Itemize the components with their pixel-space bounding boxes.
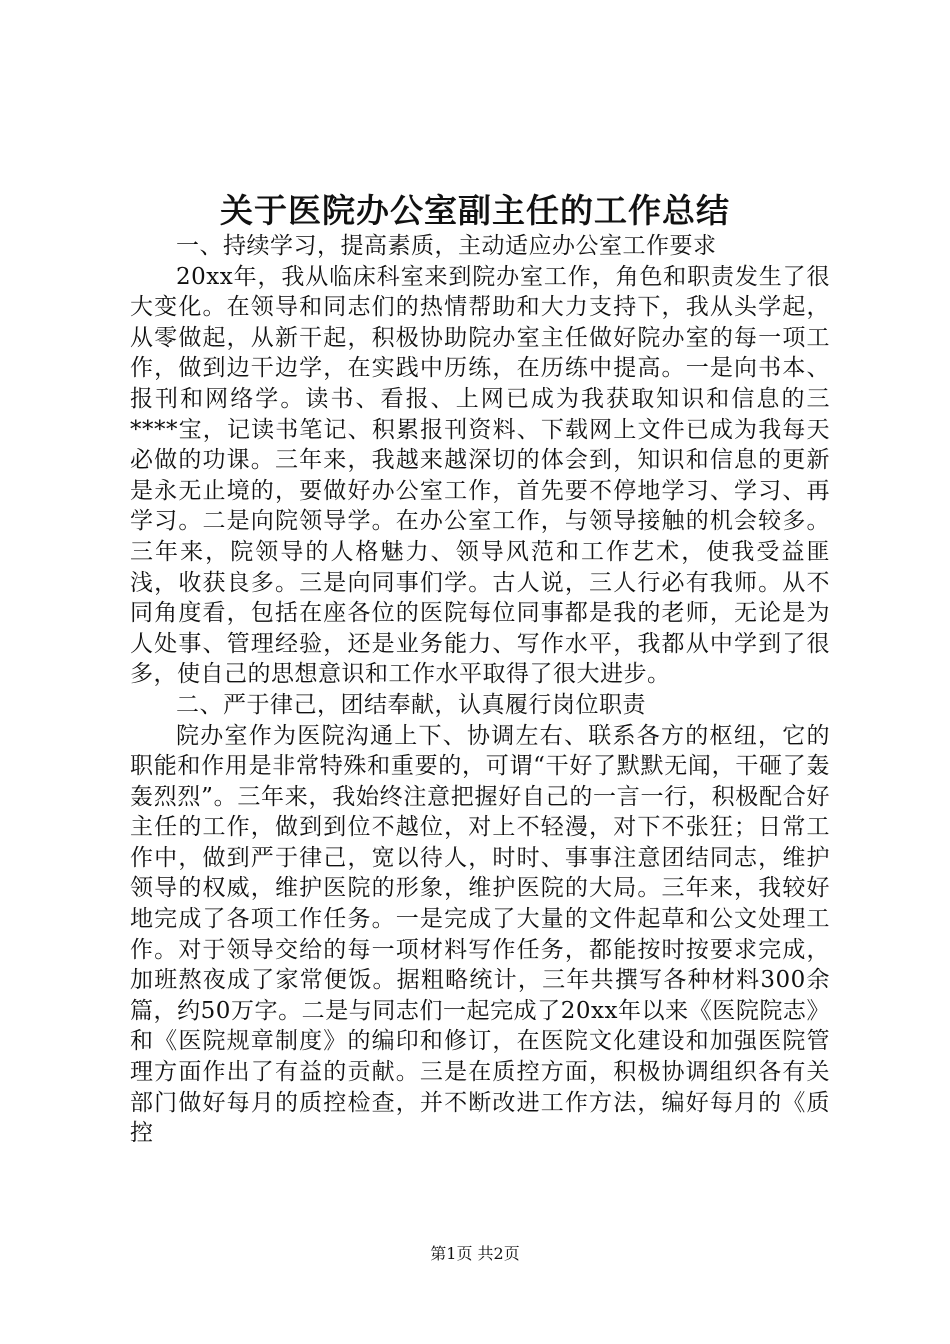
page-footer: 第1页 共2页: [430, 1244, 520, 1263]
section-heading-2: 二、严于律己，团结奉献，认真履行岗位职责: [176, 691, 646, 718]
document-body: [130, 231, 830, 1149]
document-title: 关于医院办公室副主任的工作总结: [220, 191, 730, 230]
section-heading-1: 一、持续学习，提高素质，主动适应办公室工作要求: [176, 233, 717, 259]
paragraph-2: 院办室作为医院沟通上下、协调左右、联系各方的枢纽，它的职能和作用是非常特殊和重要的，可谓“干好了默默无闻，干砸了轰轰烈烈”。三年来，我始终注意把握好自己的一言一行，积极配合好主任的工作，做到到位不越位，对上不轻漫，对下不张狂；日常工作中，做到严于律己，宽以待人，时时、事事注意团结同志，维护领导的权威，维护医院的形象，维护医院的大局。三年来，我较好地完成了各项工作任务。一是完成了大量的文件起草和公文处理工作。对于领导交给的每一项材料写作任务，都能按时按要求完成，加班熬夜成了家常便饭。据粗略统计，三年共撰写各种材料300余篇，约50万字。二是与同志们一起完成了20xx年以来《医院院志》和《医院规章制度》的编印和修订，在医院文化建设和加强医院管理方面作出了有益的贡献。三是在质控方面，积极协调组织各有关部门做好每月的质控检查，并不断改进工作方法，编好每月的《质控: [130, 722, 830, 1147]
paragraph-1: 20xx年，我从临床科室来到院办室工作，角色和职责发生了很大变化。在领导和同志们的热情帮助和大力支持下，我从头学起，从零做起，从新干起，积极协助院办室主任做好院办室的每一项工作，做到边干边学，在实践中历练，在历练中提高。一是向书本、报刊和网络学。读书、看报、上网已成为我获取知识和信息的三****宝，记读书笔记、积累报刊资料、下载网上文件已成为我每天必做的功课。三年来，我越来越深切的体会到，知识和信息的更新是永无止境的，要做好办公室工作，首先要不停地学习、学习、再学习。二是向院领导学。在办公室工作，与领导接触的机会较多。三年来，院领导的人格魅力、领导风范和工作艺术，使我受益匪浅，收获良多。三是向同事们学。古人说，三人行必有我师。从不同角度看，包括在座各位的医院每位同事都是我的老师，无论是为人处事、管理经验，还是业务能力、写作水平，我都从中学到了很多，使自己的思想意识和工作水平取得了很大进步。: [130, 263, 830, 688]
